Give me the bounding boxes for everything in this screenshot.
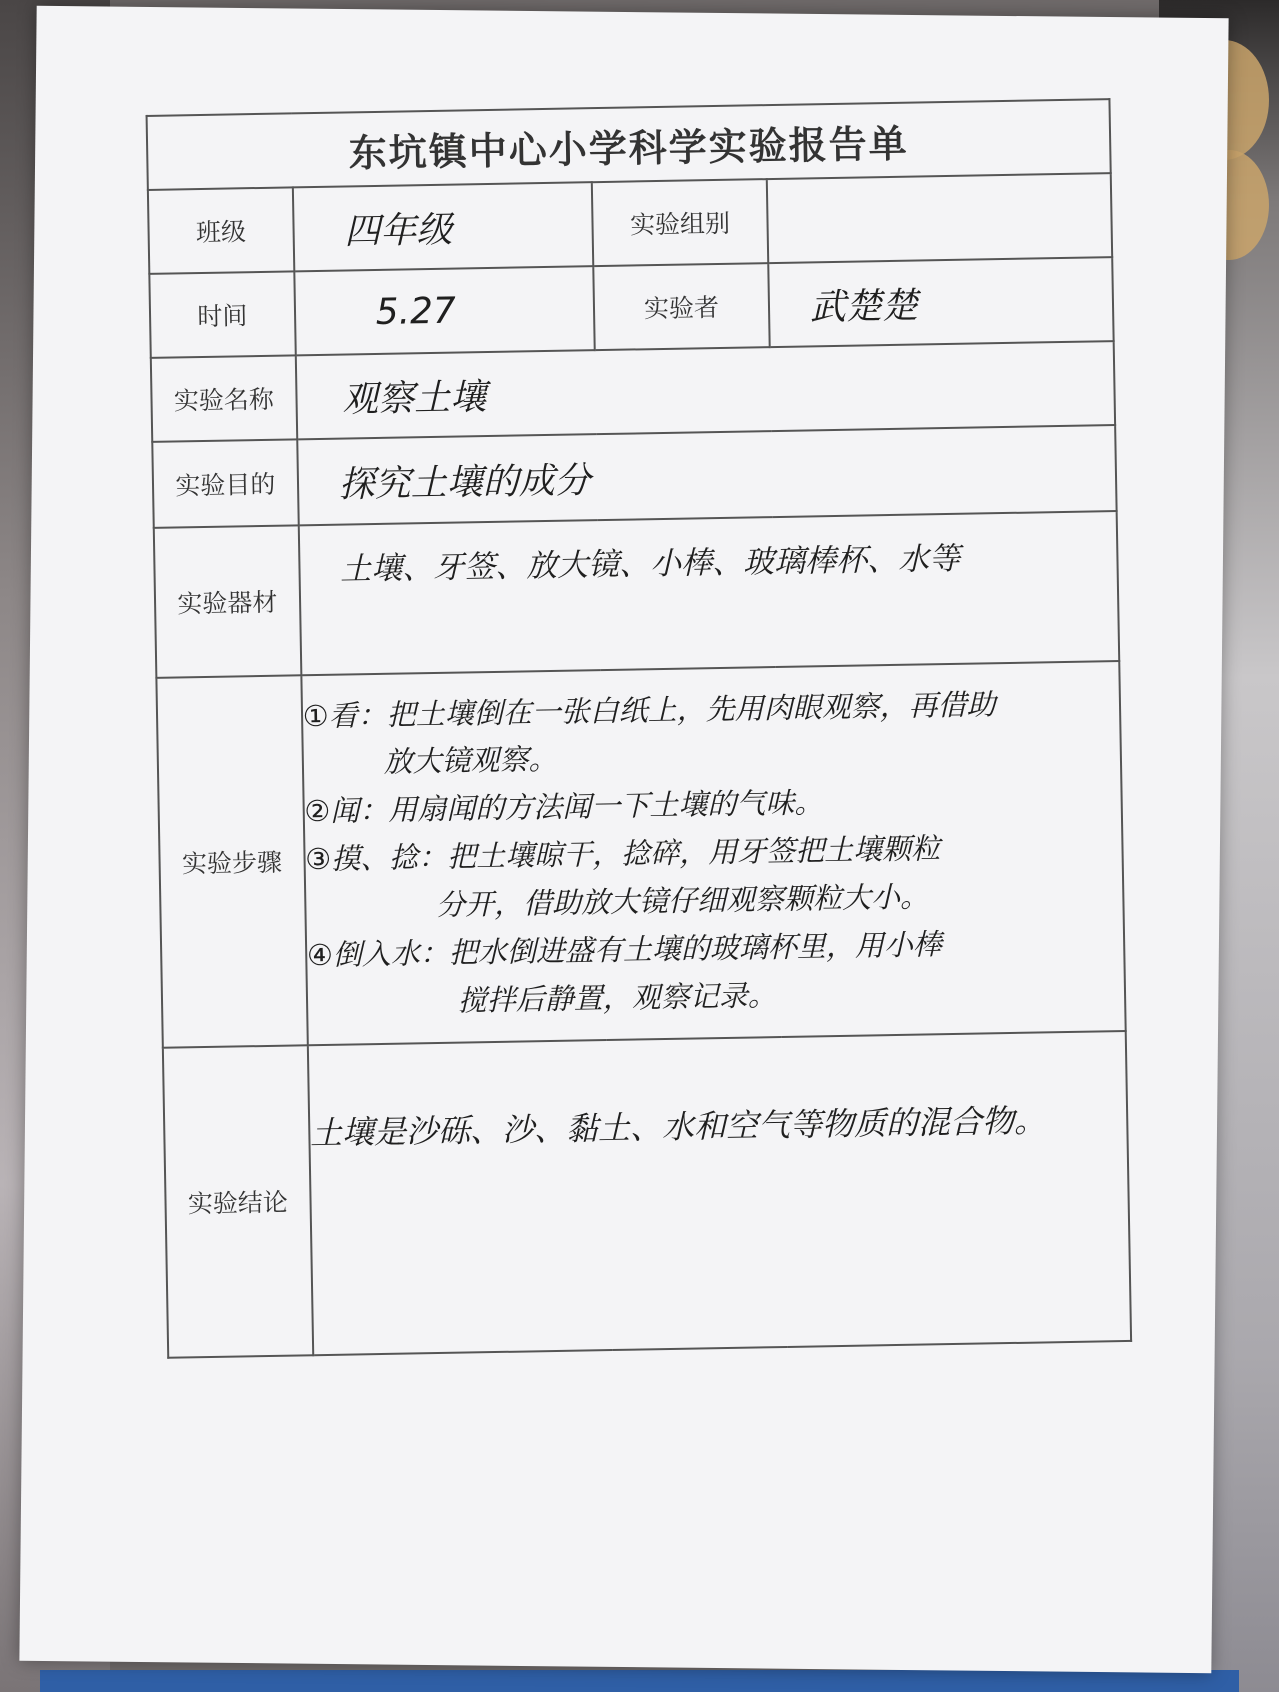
conclusion-cell <box>307 1031 1131 1355</box>
step-4-line-1: ④倒入水：把水倒进盛有土壤的玻璃杯里，用小棒 <box>306 926 943 973</box>
step-3-line-1: ③摸、捻：把土壤晾干，捻碎，用牙签把土壤颗粒 <box>304 831 941 877</box>
name-label: 实验名称 <box>151 355 297 442</box>
experimenter-value-cell <box>768 257 1114 347</box>
step-1-line-2: 放大镜观察。 <box>383 742 558 780</box>
time-value-cell <box>294 266 595 355</box>
step-item <box>306 918 1124 1028</box>
steps-label: 实验步骤 <box>156 675 307 1047</box>
experimenter-label: 实验者 <box>593 263 769 350</box>
group-value <box>767 173 1113 263</box>
background-strip <box>40 1670 1239 1692</box>
steps-row <box>156 661 1125 1048</box>
name-value: 观察土壤 <box>341 376 487 421</box>
class-value: 四年级 <box>343 209 453 252</box>
purpose-label: 实验目的 <box>152 439 298 528</box>
conclusion-label: 实验结论 <box>163 1045 313 1357</box>
conclusion-value: 土壤是沙砾、沙、黏土、水和空气等物质的混合物。 <box>309 1101 1047 1153</box>
materials-label: 实验器材 <box>154 525 301 678</box>
purpose-value: 探究土壤的成分 <box>338 459 592 506</box>
conclusion-row <box>163 1031 1131 1358</box>
name-value-cell <box>295 341 1115 439</box>
group-label: 实验组别 <box>592 179 768 266</box>
experimenter-value: 武楚楚 <box>809 285 919 328</box>
materials-value: 土壤、牙签、放大镜、小棒、玻璃棒杯、水等 <box>339 540 961 588</box>
step-2-line-1: ②闻：用扇闻的方法闻一下土壤的气味。 <box>304 785 824 829</box>
purpose-row <box>152 425 1116 528</box>
step-1-line-1: ①看：把土壤倒在一张白纸上，先用肉眼观察，再借助 <box>302 686 996 733</box>
report-title: 东坑镇中心小学科学实验报告单 <box>348 120 910 175</box>
step-4-line-2: 搅拌后静置，观察记录。 <box>457 977 777 1018</box>
steps-cell <box>301 661 1126 1045</box>
materials-row <box>154 511 1119 678</box>
step-3-line-2: 分开，借助放大镜仔细观察颗粒大小。 <box>435 879 930 922</box>
time-value: 5.27 <box>375 290 457 333</box>
step-item <box>305 822 1123 932</box>
report-paper <box>19 6 1228 1673</box>
time-label: 时间 <box>149 271 295 358</box>
report-table <box>146 98 1133 1359</box>
step-item <box>302 679 1120 789</box>
class-label: 班级 <box>148 187 294 274</box>
class-value-cell <box>292 182 593 271</box>
purpose-value-cell <box>297 425 1117 525</box>
materials-value-cell <box>298 511 1119 675</box>
